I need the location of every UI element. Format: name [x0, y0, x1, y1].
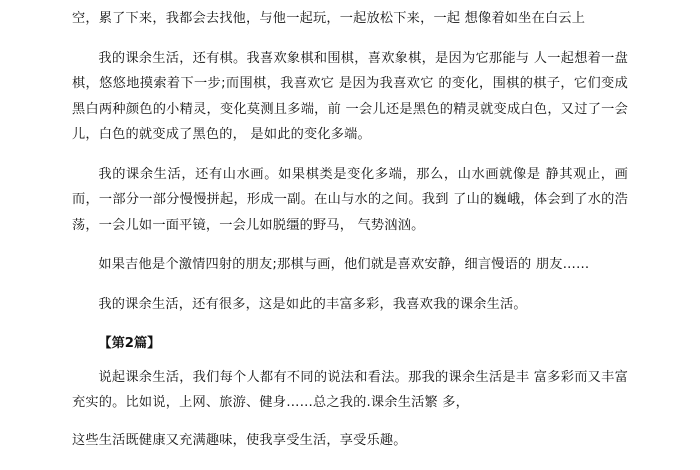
paragraph: 我的课余生活，还有棋。我喜欢象棋和围棋，喜欢象棋，是因为它那能与 人一起想着一盘棋，悠悠地摸索着下一步;而围棋，我喜欢它 是因为我喜欢它 的变化，围棋的棋子，它们变成黑白两种颜色的小精灵，变化莫测且多端，前 一会儿还是黑色的精灵就变成白色，又过了一会儿，白色的就变成了黑色的， 是如此的变化多端。 [72, 50, 628, 142]
paragraph: 说起课余生活，我们每个人都有不同的说法和看法。那我的课余生活是丰 富多彩而又丰富充实的。比如说，上网、旅游、健身……总之我的.课余生活繁 多， [72, 369, 628, 410]
paragraph: 我的课余生活，还有很多，这是如此的丰富多彩，我喜欢我的课余生活。 [98, 296, 527, 312]
paragraph: 我的课余生活，还有山水画。如果棋类是变化多端，那么，山水画就像是 静其观止，画而，一部分一部分慢慢拼起，形成一副。在山与水的之间。我到 了山的巍峨，体会到了水的浩荡，一会儿如一面平镜，一会儿如脱缰的野马， 气势汹汹。 [72, 166, 628, 233]
paragraph: 如果吉他是个激情四射的朋友;那棋与画，他们就是喜欢安静，细言慢语的 朋友…… [98, 257, 590, 272]
paragraph: 这些生活既健康又充满趣味，使我享受生活，享受乐趣。 [72, 432, 407, 448]
section-heading: 【第2篇】 [98, 336, 161, 351]
paragraph: 空，累了下来，我都会去找他，与他一起玩，一起放松下来，一起 想像着如坐在白云上 [72, 11, 586, 26]
